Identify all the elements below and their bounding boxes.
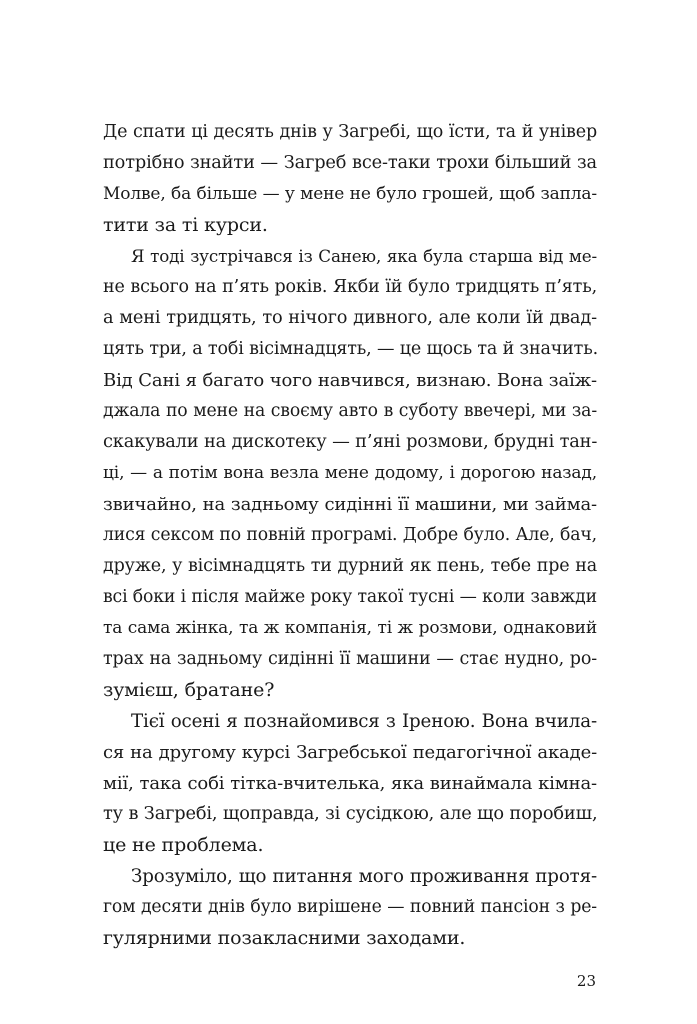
body-text — [103, 117, 597, 954]
text-line: мії, така собі тітка-вчителька, яка винаймала кімна- — [103, 773, 597, 794]
text-line: трах на задньому сидінні її машини — стає нудно, ро- — [103, 649, 597, 669]
text-line: тити за ті курси. — [103, 214, 268, 236]
text-line: звичайно, на задньому сидінні її машини, ми займа- — [103, 494, 597, 515]
text-line: потрібно знайти — Загреб все-таки трохи більший за — [103, 153, 597, 173]
text-line: не всього на п’ять років. Якби їй було тридцять п’ять, — [103, 277, 597, 297]
text-line: Від Сані я багато чого навчився, визнаю. Вона заїж- — [103, 370, 597, 391]
text-line: друже, у вісімнадцять ти дурний як пень, тебе пре на — [103, 556, 597, 576]
text-line: це не проблема. — [103, 834, 264, 856]
text-line: всі боки і після майже року такої тусні — коли завжди — [103, 587, 597, 607]
text-line: лися сексом по повній програмі. Добре було. Але, бач, — [103, 525, 597, 545]
text-line: ту в Загребі, щоправда, зі сусідкою, але що поробиш, — [103, 804, 598, 824]
text-line: гом десяти днів було вирішене — повний пансіон з ре- — [103, 897, 597, 917]
page-number: 23 — [576, 972, 596, 990]
text-line: Я тоді зустрічався із Санею, яка була старша від ме- — [131, 246, 597, 266]
text-line: та сама жінка, та ж компанія, ті ж розмови, однаковий — [103, 618, 597, 638]
text-line: а мені тридцять, то нічого дивного, але коли їй двад- — [103, 308, 597, 328]
text-line: Де спати ці десять днів у Загребі, що їсти, та й універ — [103, 122, 597, 142]
text-line: ся на другому курсі Загребської педагогічної акаде- — [103, 742, 597, 763]
text-line: Тієї осені я познайомився з Іреною. Вона вчила- — [131, 711, 597, 732]
text-line: джала по мене на своєму авто в суботу ввечері, ми за- — [103, 401, 597, 421]
text-line: цять три, а тобі вісімнадцять, — це щось та й значить. — [103, 339, 598, 359]
text-line: гулярними позакласними заходами. — [103, 927, 466, 949]
text-line: Молве, ба більше — у мене не було грошей, щоб запла- — [103, 184, 597, 204]
text-line: ці, — а потім вона везла мене додому, і дорогою назад, — [103, 463, 597, 483]
text-line: Зрозуміло, що питання мого проживання протя- — [131, 866, 597, 887]
text-line: скакували на дискотеку — п’яні розмови, брудні тан- — [103, 432, 598, 452]
text-line: зумієш, братане? — [103, 679, 275, 701]
